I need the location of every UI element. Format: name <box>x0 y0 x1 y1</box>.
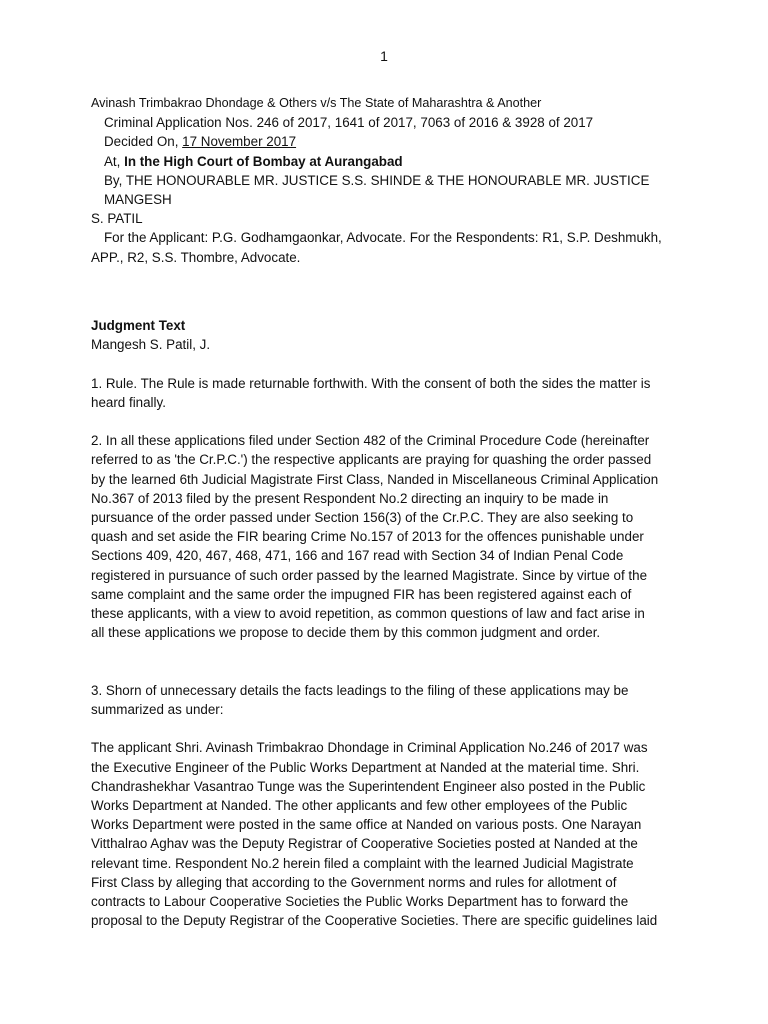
case-header <box>91 94 691 267</box>
bench-line-1: By, THE HONOURABLE MR. JUSTICE S.S. SHINDE & THE HONOURABLE MR. JUSTICE MANGESH <box>104 172 650 208</box>
para4-line: The applicant Shri. Avinash Trimbakrao Dhondage in Criminal Application No.246 of 2017 was <box>91 740 648 756</box>
para2-line: all these applications we propose to decide them by this common judgment and order. <box>91 625 601 641</box>
judgment-body <box>91 316 691 930</box>
para4-line: First Class by alleging that according to the Government norms and rules for allotment of <box>91 874 617 890</box>
para4-line: proposal to the Deputy Registrar of the Cooperative Societies. There are specific guidelines laid <box>91 913 658 929</box>
decided-date: 17 November 2017 <box>182 134 297 150</box>
para1-line: heard finally. <box>91 394 166 410</box>
court-name: In the High Court of Bombay at Aurangabad <box>124 153 403 169</box>
para2-line: registered in pursuance of such order passed by the learned Magistrate. Since by virtue of the <box>91 567 648 583</box>
para2-line: by the learned 6th Judicial Magistrate First Class, Nanded in Miscellaneous Criminal Application <box>91 471 659 487</box>
para2-line: pursuance of the order passed under Section 156(3) of the Cr.P.C. They are also seeking to <box>91 510 634 525</box>
para2-line: 2. In all these applications filed under Section 482 of the Criminal Procedure Code (hereinafter <box>91 433 650 449</box>
para4-line: Works Department were posted in the same office at Nanded on various posts. One Narayan <box>91 817 642 833</box>
para2-line: same complaint and the same order the impugned FIR has been registered against each of <box>91 586 632 602</box>
para2-line: No.367 of 2013 filed by the present Respondent No.2 directing an inquiry to be made in <box>91 490 609 506</box>
para2-line: these applicants, with a view to avoid repetition, as common questions of law and fact arise in <box>91 606 645 622</box>
counsel-line-2: APP., R2, S.S. Thombre, Advocate. <box>91 249 301 265</box>
judgment-heading: Judgment Text <box>91 318 186 333</box>
decided-label: Decided On, <box>104 134 183 150</box>
para4-line: Works Department at Nanded. The other applicants and few other employees of the Public <box>91 798 628 814</box>
bench-line-2: S. PATIL <box>91 211 143 227</box>
court-label: At, <box>104 153 125 169</box>
court-line <box>91 152 691 171</box>
para4-line: the Executive Engineer of the Public Works Department at Nanded at the material time. Shri. <box>91 759 640 775</box>
para3-line: 3. Shorn of unnecessary details the facts leadings to the filing of these applications may be <box>91 682 629 698</box>
decided-on <box>91 132 691 151</box>
para4-line: contracts to Labour Cooperative Societies the Public Works Department has to forward the <box>91 894 629 910</box>
para2-line: Sections 409, 420, 467, 468, 471, 166 and 167 read with Section 34 of Indian Penal Code <box>91 548 624 564</box>
counsel-line-1: For the Applicant: P.G. Godhamgaonkar, Advocate. For the Respondents: R1, S.P. Deshmukh, <box>104 230 662 246</box>
para4-line: relevant time. Respondent No.2 herein filed a complaint with the learned Judicial Magistrate <box>91 855 634 871</box>
para2-line: quash and set aside the FIR bearing Crime No.157 of 2013 for the offences punishable under <box>91 529 644 545</box>
para1-line: 1. Rule. The Rule is made returnable forthwith. With the consent of both the sides the matter is <box>91 375 651 391</box>
para4-line: Chandrashekhar Vasantrao Tunge was the Superintendent Engineer also posted in the Public <box>91 778 646 794</box>
application-numbers: Criminal Application Nos. 246 of 2017, 1641 of 2017, 7063 of 2016 & 3928 of 2017 <box>104 115 594 131</box>
para2-line: referred to as 'the Cr.P.C.') the respective applicants are praying for quashing the order passed <box>91 452 652 468</box>
para3-line: summarized as under: <box>91 702 224 718</box>
page-number: 1 <box>380 48 388 64</box>
judgment-author: Mangesh S. Patil, J. <box>91 337 211 353</box>
para4-line: Vitthalrao Aghav was the Deputy Registrar of Cooperative Societies posted at Nanded at the <box>91 836 638 852</box>
case-title: Avinash Trimbakrao Dhondage & Others v/s The State of Maharashtra & Another <box>91 96 542 110</box>
